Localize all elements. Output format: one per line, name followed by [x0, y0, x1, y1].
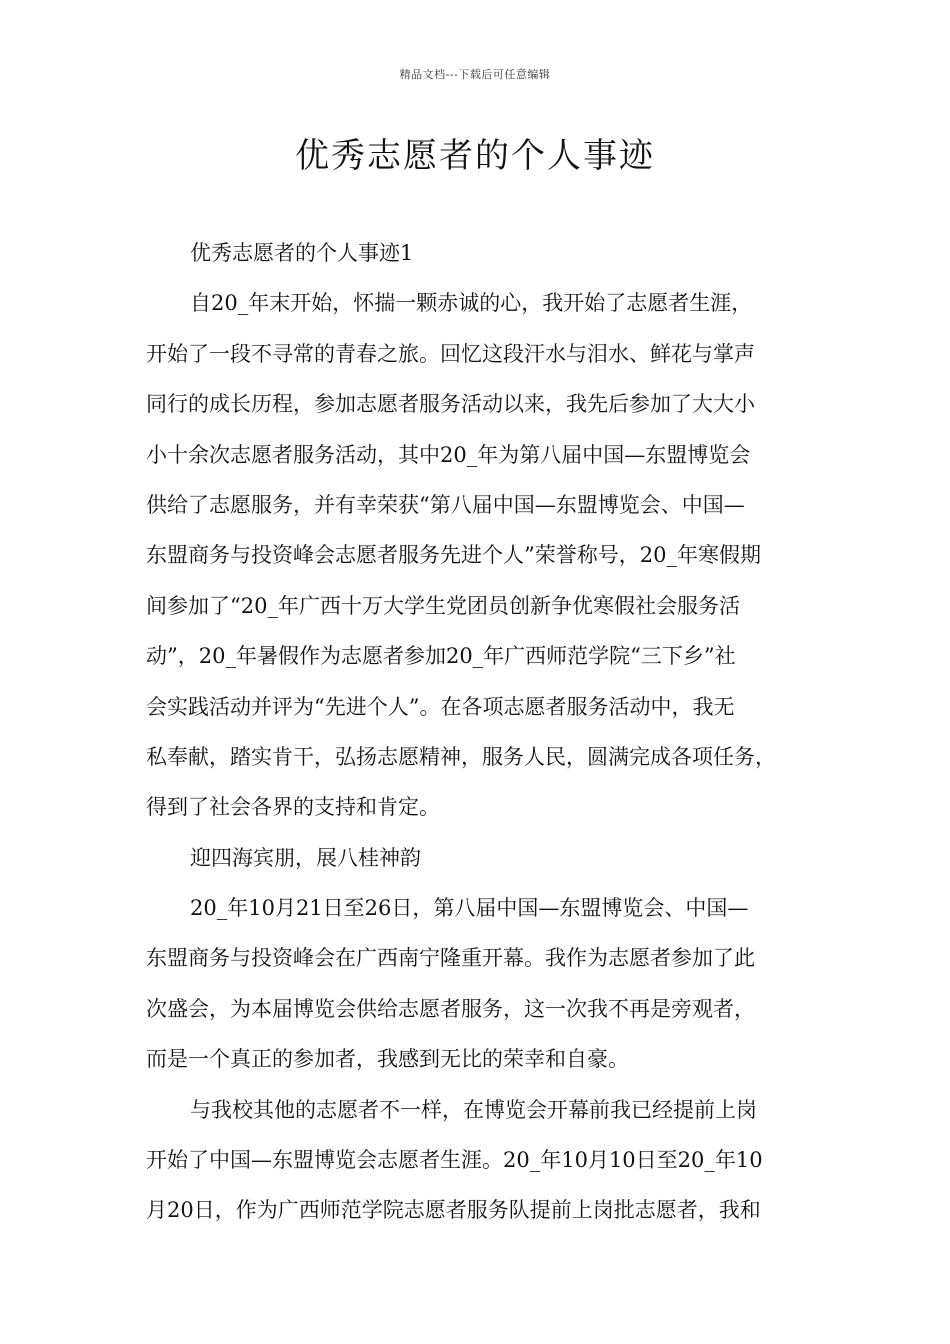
- paragraph-line: 间参加了“20_年广西十万大学生党团员创新争优寒假社会服务活: [146, 593, 740, 618]
- paragraph-line: 供给了志愿服务，并有幸荣获“第八届中国—东盟博览会、中国—: [146, 492, 745, 517]
- paragraph-line: 小十余次志愿者服务活动，其中20_年为第八届中国—东盟博览会: [146, 442, 751, 467]
- paragraph-line: 会实践活动并评为“先进个人”。在各项志愿者服务活动中，我无: [146, 694, 735, 719]
- paragraph-line: 20_年10月21日至26日，第八届中国—东盟博览会、中国—: [190, 896, 749, 921]
- body-text: [146, 228, 822, 1236]
- section-heading: 优秀志愿者的个人事迹1: [190, 241, 414, 265]
- paragraph-line: 月20日，作为广西师范学院志愿者服务队提前上岗批志愿者，我和: [146, 1198, 761, 1223]
- paragraph-line: 得到了社会各界的支持和肯定。: [146, 795, 440, 820]
- paragraph-line: 次盛会，为本届博览会供给志愿者服务，这一次我不再是旁观者，: [146, 996, 755, 1021]
- paragraph-line: 东盟商务与投资峰会志愿者服务先进个人”荣誉称号，20_年寒假期: [146, 543, 761, 568]
- paragraph-line: 私奉献，踏实肯干，弘扬志愿精神，服务人民，圆满完成各项任务，: [146, 744, 776, 769]
- paragraph-line: 同行的成长历程，参加志愿者服务活动以来，我先后参加了大大小: [146, 392, 755, 417]
- section-heading: 迎四海宾朋，展八桂神韵: [190, 845, 421, 870]
- paragraph-line: 开始了一段不寻常的青春之旅。回忆这段汗水与泪水、鲜花与掌声: [146, 341, 755, 366]
- paragraph-line: 开始了中国—东盟博览会志愿者生涯。20_年10月10日至20_年10: [146, 1148, 763, 1173]
- paragraph-line: 与我校其他的志愿者不一样，在博览会开幕前我已经提前上岗: [190, 1097, 757, 1122]
- paragraph-line: 动”，20_年暑假作为志愿者参加20_年广西师范学院“三下乡”社: [146, 644, 736, 669]
- header-note: 精品文档---下载后可任意编辑: [399, 68, 551, 81]
- paragraph-line: 而是一个真正的参加者，我感到无比的荣幸和自豪。: [146, 1047, 629, 1072]
- paragraph-line: 自20_年末开始，怀揣一颗赤诚的心，我开始了志愿者生涯，: [190, 291, 753, 316]
- document-title: 优秀志愿者的个人事迹: [295, 136, 655, 176]
- paragraph-line: 东盟商务与投资峰会在广西南宁隆重开幕。我作为志愿者参加了此: [146, 946, 755, 971]
